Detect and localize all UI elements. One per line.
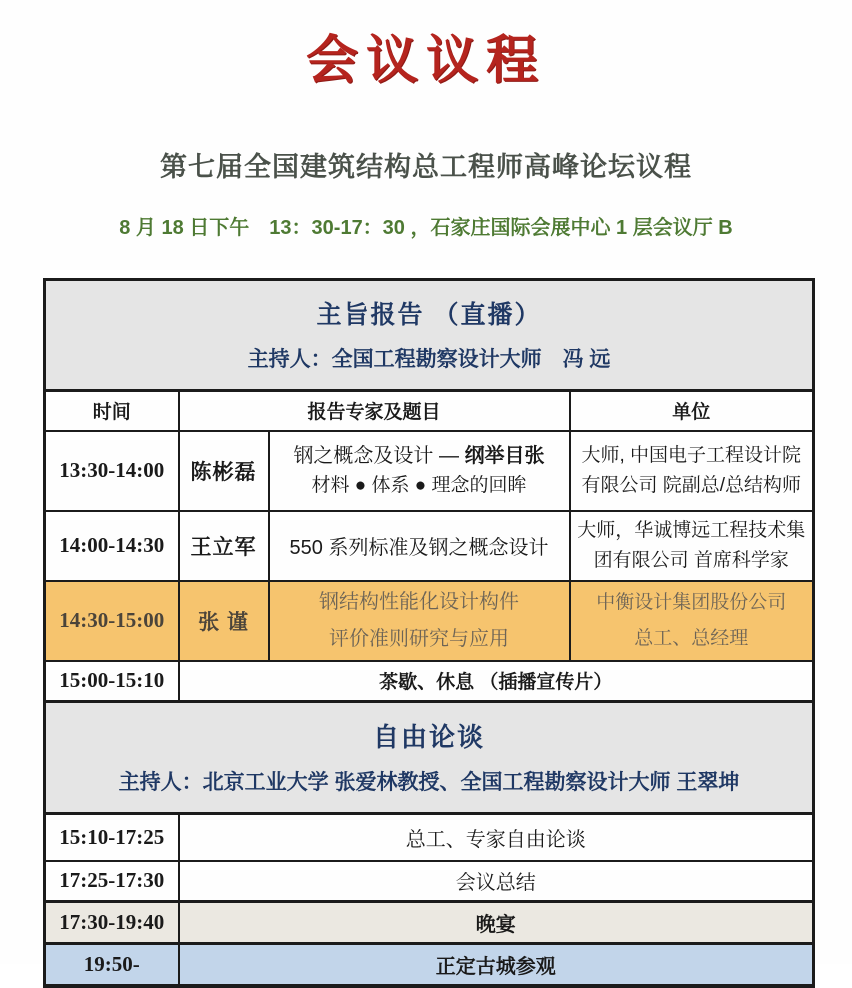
time-cell: 19:50- bbox=[45, 944, 179, 986]
agenda-row-3-highlighted bbox=[45, 581, 814, 661]
activity-label: 总工、专家自由论谈 bbox=[179, 814, 814, 861]
agenda-row-6 bbox=[45, 861, 814, 902]
unit-cell: 大师，华诚博远工程技术集团有限公司 首席科学家 bbox=[570, 511, 814, 581]
topic-line2: 评价准则研究与应用 bbox=[329, 627, 509, 650]
session2-header-cell bbox=[45, 702, 814, 814]
speaker-name-cell: 张 谨 bbox=[179, 581, 269, 661]
page-title: 会议议程 bbox=[305, 33, 546, 90]
topic-line1-bold: 纲举目张 bbox=[464, 445, 545, 468]
date-location-line: 8 月 18 日下午 13：30-17：30 ，石家庄国际会展中心 1 层会议厅 B bbox=[119, 217, 733, 239]
activity-label: 正定古城参观 bbox=[179, 944, 814, 986]
session1-header-row bbox=[45, 280, 814, 391]
agenda-row-7-dinner bbox=[45, 902, 814, 944]
col-header-time: 时间 bbox=[45, 391, 179, 431]
agenda-table bbox=[43, 278, 815, 988]
session2-title: 自由论谈 bbox=[373, 722, 486, 752]
topic-line1-normal: 钢之概念及设计 — bbox=[293, 445, 465, 468]
speaker-name-cell: 陈彬磊 bbox=[179, 431, 269, 511]
agenda-row-4-break bbox=[45, 661, 814, 702]
topic-line1: 钢结构性能化设计构件 bbox=[319, 590, 519, 613]
session2-header-row bbox=[45, 702, 814, 814]
unit-cell: 大师, 中国电子工程设计院有限公司 院副总/总结构师 bbox=[570, 431, 814, 511]
time-cell: 13:30-14:00 bbox=[45, 431, 179, 511]
agenda-row-8-tour bbox=[45, 944, 814, 986]
session1-host: 主持人：全国工程勘察设计大师 冯 远 bbox=[247, 348, 611, 371]
col-header-speaker-topic: 报告专家及题目 bbox=[179, 391, 570, 431]
forum-subtitle: 第七届全国建筑结构总工程师高峰论坛议程 bbox=[160, 152, 692, 182]
col-header-unit: 单位 bbox=[570, 391, 814, 431]
time-cell: 14:30-15:00 bbox=[45, 581, 179, 661]
session2-host: 主持人：北京工业大学 张爱林教授、全国工程勘察设计大师 王翠坤 bbox=[118, 771, 740, 794]
topic-line1 bbox=[274, 440, 565, 472]
unit-cell bbox=[570, 581, 814, 661]
time-cell: 14:00-14:30 bbox=[45, 511, 179, 581]
time-cell: 15:10-17:25 bbox=[45, 814, 179, 861]
unit-line1: 中衡设计集团股份公司 bbox=[596, 592, 787, 614]
break-label: 茶歇、休息 （插播宣传片） bbox=[179, 661, 814, 702]
time-cell: 17:25-17:30 bbox=[45, 861, 179, 902]
agenda-row-2 bbox=[45, 511, 814, 581]
topic-cell: 550 系列标准及钢之概念设计 bbox=[269, 511, 570, 581]
topic-line2: 材料 ● 体系 ● 理念的回眸 bbox=[311, 475, 527, 497]
unit-line2: 总工、总经理 bbox=[634, 627, 749, 649]
session1-title: 主旨报告 （直播） bbox=[316, 301, 542, 329]
activity-label: 晚宴 bbox=[179, 902, 814, 944]
time-cell: 15:00-15:10 bbox=[45, 661, 179, 702]
activity-label: 会议总结 bbox=[179, 861, 814, 902]
agenda-row-1 bbox=[45, 431, 814, 511]
topic-cell bbox=[269, 431, 570, 511]
time-cell: 17:30-19:40 bbox=[45, 902, 179, 944]
topic-cell bbox=[269, 581, 570, 661]
agenda-row-5 bbox=[45, 814, 814, 861]
speaker-name-cell: 王立军 bbox=[179, 511, 269, 581]
session1-header-cell bbox=[45, 280, 814, 391]
column-header-row bbox=[45, 391, 814, 431]
